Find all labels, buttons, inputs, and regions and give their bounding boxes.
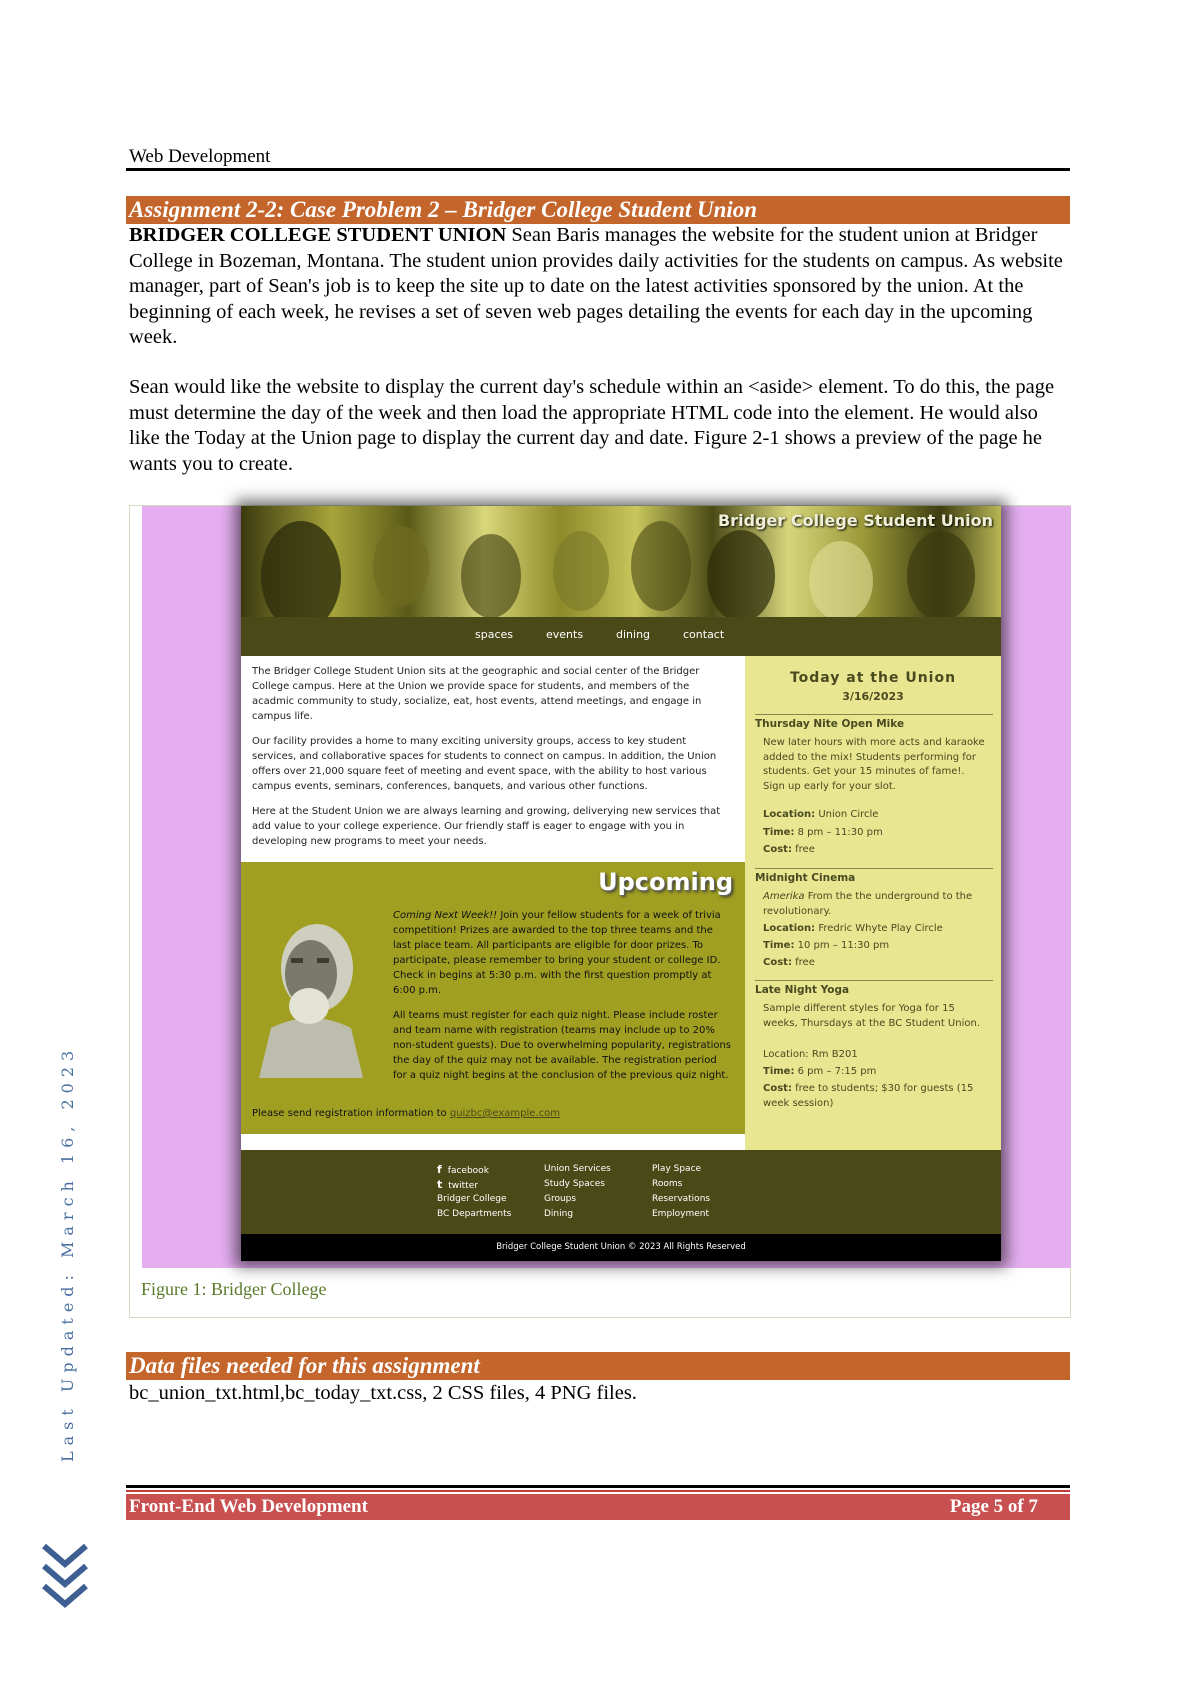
footer-link[interactable]: Rooms (652, 1179, 683, 1189)
event-cost (763, 956, 985, 971)
page-footer-bar (126, 1494, 1070, 1520)
assignment-paragraph-2: Sean would like the website to display the current day's schedule within an <aside> element. To do this, the page must determine the day of the week and then load the appropriate HTML code into the element. He would also like the Today at the Union page to display the current day and date. Figure 2-1 shows a preview of the page he wants you to create. (129, 376, 1055, 475)
aside-date: 3/16/2023 (842, 690, 904, 703)
cost-label: Cost: (763, 1083, 792, 1094)
event-time (763, 1065, 985, 1080)
copyright-bar: Bridger College Student Union © 2023 All Rights Reserved (241, 1234, 1001, 1261)
event-description: New later hours with more acts and karaoke added to the mix! Students performing for students. Get your 15 minutes of fame!. Sign up early for your slot. (763, 737, 985, 792)
figure-frame (129, 505, 1071, 1318)
footer-link[interactable]: Union Services (544, 1164, 611, 1174)
upcoming-paragraph-2: All teams must register for each quiz night. Please include roster and team name with registration (teams may include up to 20% non-student guests). Due to overwhelming popularity, registrations the day of the quiz may not be available. The registration period for a quiz night begins at the conclusion of the previous quiz night. (393, 1010, 732, 1081)
site-nav (241, 617, 1001, 656)
footer-link-twitter[interactable] (437, 1177, 511, 1192)
event-cost (763, 1082, 985, 1111)
nav-spaces[interactable]: spaces (475, 628, 514, 641)
event-description (763, 890, 985, 919)
aside-divider (755, 868, 993, 869)
assignment-heading: Assignment 2-2: Case Problem 2 – Bridger College Student Union (126, 196, 1070, 224)
intro-paragraph: Here at the Student Union we are always learning and growing, deliverying new services that add value to your college experience. Our friendly staff is eager to engage with you in developing new programs to meet your needs. (252, 806, 721, 847)
lead-bold: BRIDGER COLLEGE STUDENT UNION (129, 224, 507, 246)
registration-text: Please send registration information to (252, 1108, 450, 1119)
facebook-label: facebook (447, 1166, 489, 1176)
today-aside (745, 656, 1001, 1150)
aside-divider (755, 714, 993, 715)
site-footer (241, 1150, 1001, 1234)
event-description: Sample different styles for Yoga for 15 weeks, Thursdays at the BC Student Union. (763, 1003, 981, 1029)
event-location (763, 808, 985, 823)
registration-note (252, 1108, 560, 1119)
footer-column-services (544, 1162, 611, 1222)
upcoming-section (241, 862, 745, 1134)
assignment-paragraph-1 (129, 223, 1069, 351)
footer-link[interactable]: Bridger College (437, 1194, 507, 1204)
running-header: Web Development (129, 146, 271, 167)
upcoming-italic: Coming Next Week!! (393, 910, 498, 921)
site-banner (241, 506, 1001, 617)
time-value: 8 pm – 11:30 pm (797, 827, 883, 838)
location-value: Rm B201 (811, 1049, 858, 1060)
film-title: Amerika (763, 891, 805, 902)
event-title: Thursday Nite Open Mike (755, 718, 905, 730)
time-value: 6 pm – 7:15 pm (797, 1066, 877, 1077)
location-value: Fredric Whyte Play Circle (818, 923, 943, 934)
footer-course-title: Front-End Web Development (129, 1496, 368, 1517)
upcoming-title: Upcoming (598, 868, 733, 896)
event-description-text: From the the underground to the revolutionary. (763, 891, 973, 917)
upcoming-text (393, 908, 733, 1093)
paragraph-1-text: Sean Baris manages the website for the student union at Bridger College in Bozeman, Montana. The student union provides daily activities for the students on campus. As website manager, part of Sean's job is to keep the site up to date on the latest activities sponsored by the union. At the beginning of each week, he revises a set of seven web pages detailing the events for each day in the upcoming week. (129, 224, 1063, 348)
footer-link[interactable]: Dining (544, 1209, 574, 1219)
footer-link[interactable]: Groups (544, 1194, 577, 1204)
footer-link[interactable]: Study Spaces (544, 1179, 605, 1189)
cost-value: free to students; $30 for guests (15 week session) (763, 1083, 974, 1109)
time-label: Time: (763, 1066, 795, 1077)
footer-rule-accent (126, 1490, 1070, 1492)
figure-background (142, 506, 1071, 1268)
time-label: Time: (763, 940, 795, 951)
last-updated-note: Last Updated: March 16, 2023 (58, 1044, 77, 1462)
cost-label: Cost: (763, 957, 792, 968)
aside-title: Today at the Union (789, 670, 957, 686)
time-label: Time: (763, 827, 795, 838)
aside-divider (755, 980, 993, 981)
footer-column-social (437, 1162, 511, 1222)
website-mockup (241, 506, 1001, 1261)
footer-link[interactable]: Play Space (652, 1164, 702, 1174)
footer-column-spaces (652, 1162, 710, 1222)
event-time (763, 939, 985, 954)
footer-rule (126, 1485, 1070, 1488)
header-rule (126, 168, 1070, 171)
figure-caption: Figure 1: Bridger College (141, 1279, 327, 1299)
data-files-text: bc_union_txt.html,bc_today_txt.css, 2 CSS files, 4 PNG files. (129, 1382, 637, 1404)
location-label: Location: (763, 1049, 809, 1060)
location-label: Location: (763, 809, 816, 820)
twitter-icon: t (437, 1178, 443, 1191)
footer-link[interactable]: Employment (652, 1209, 710, 1219)
intro-paragraph: Our facility provides a home to many exciting university groups, access to key student services, and collaborative spaces for students to connect on campus. In addition, the Union offers over 21,000 square feet of meeting and event space, with the ability to host various campus events, seminars, conferences, banquets, and various other functions. (252, 736, 717, 792)
page-number: Page 5 of 7 (949, 1496, 1038, 1517)
event-title: Midnight Cinema (755, 872, 856, 884)
upcoming-paragraph-1 (393, 908, 733, 998)
intro-paragraph: The Bridger College Student Union sits at the geographic and social center of the Bridger College campus. Here at the Union we provide space for students, and members of the acadmic community to study, socialize, eat, host events, attend meetings, and engage in campus life. (252, 666, 702, 722)
footer-link[interactable]: Reservations (652, 1194, 711, 1204)
location-value: Union Circle (818, 809, 879, 820)
banner-title: Bridger College Student Union (718, 511, 993, 530)
data-files-heading: Data files needed for this assignment (126, 1352, 1070, 1380)
event-location (763, 1048, 985, 1063)
footer-link[interactable]: BC Departments (437, 1209, 512, 1219)
cost-value: free (795, 844, 815, 855)
event-cost (763, 843, 985, 858)
intro-section (252, 664, 730, 859)
nav-dining[interactable]: dining (616, 628, 651, 641)
cost-label: Cost: (763, 844, 792, 855)
statue-bust-image (251, 918, 375, 1078)
footer-link-facebook[interactable] (437, 1162, 511, 1177)
location-label: Location: (763, 923, 816, 934)
facebook-icon: f (437, 1163, 442, 1176)
time-value: 10 pm – 11:30 pm (797, 940, 890, 951)
twitter-label: twitter (448, 1181, 478, 1191)
cost-value: free (795, 957, 815, 968)
nav-events[interactable]: events (546, 628, 584, 641)
registration-email-link[interactable]: quizbc@example.com (449, 1108, 560, 1119)
event-location (763, 922, 985, 937)
upcoming-p1-text: Join your fellow students for a week of trivia competition! Prizes are awarded to the top three teams and the last place team. All participants are eligible for door prizes. To participate, please remember to bring your student or college ID. Check in begins at 5:30 p.m. with the first question promptly at 6:00 p.m. (393, 910, 721, 996)
chevron-down-icon (40, 1540, 90, 1610)
event-title: Late Night Yoga (755, 984, 850, 996)
nav-contact[interactable]: contact (683, 628, 725, 641)
event-time (763, 826, 985, 841)
